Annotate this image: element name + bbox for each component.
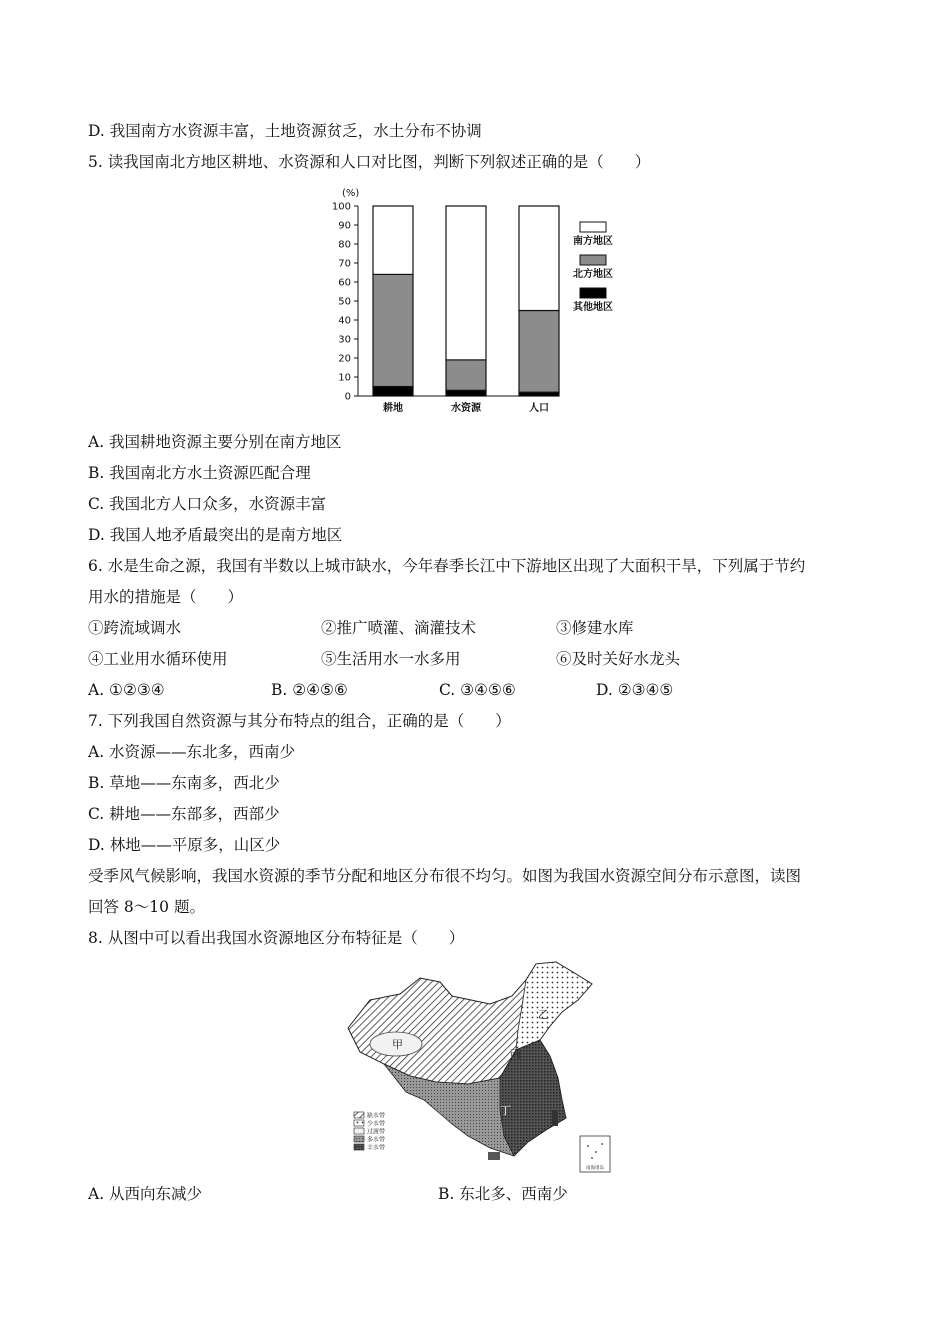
q5-option-a[interactable]: A. 我国耕地资源主要分别在南方地区 [88,433,342,451]
china-water-resources-map [340,960,620,1176]
q8-stem: 8. 从图中可以看出我国水资源地区分布特征是（ ） [88,929,465,947]
y-unit-label: (%) [342,188,360,199]
y-tick-label: 80 [338,239,351,251]
bar-segment [519,311,559,393]
q7-option-d[interactable]: D. 林地——平原多，山区少 [88,836,281,854]
q6-measure-1: ①跨流域调水 [88,619,182,637]
region-label-jia: 甲 [392,1038,403,1051]
q6-option-b[interactable]: B. ②④⑤⑥ [271,681,348,699]
legend-swatch-rich [354,1144,364,1150]
region-label-ding: 丁 [500,1104,511,1117]
q6-measure-6: ⑥及时关好水龙头 [556,650,681,668]
y-tick-label: 50 [338,296,351,308]
legend-swatch [580,222,606,232]
legend-label-rich: 丰水带 [367,1144,386,1152]
q7-option-b[interactable]: B. 草地——东南多，西北少 [88,774,280,792]
y-tick-label: 20 [338,353,351,365]
category-label: 水资源 [451,403,481,414]
q8-option-a[interactable]: A. 从西向东减少 [88,1185,203,1203]
q5-stem: 5. 读我国南北方地区耕地、水资源和人口对比图，判断下列叙述正确的是（ ） [88,153,651,171]
legend-label: 北方地区 [573,269,613,280]
q6-option-a[interactable]: A. ①②③④ [88,681,165,699]
q7-option-a[interactable]: A. 水资源——东北多，西南少 [88,743,296,761]
q4-option-d: D. 我国南方水资源丰富，土地资源贫乏，水土分布不协调 [88,122,482,140]
legend-label: 南方地区 [573,236,613,247]
inset-label: 南海诸岛 [586,1166,604,1171]
bar-segment [373,387,413,397]
y-tick-label: 0 [344,391,351,403]
q7-option-c[interactable]: C. 耕地——东部多，西部少 [88,805,280,823]
q6-option-d[interactable]: D. ②③④⑤ [596,681,674,699]
y-tick-label: 70 [338,258,351,270]
region-label-yi: 乙 [538,1008,549,1021]
bar-segment [373,206,413,274]
legend-label: 其他地区 [573,302,613,313]
y-tick-label: 10 [338,372,351,384]
region-label-bing: 丙 [510,1048,521,1061]
y-tick-label: 30 [338,334,351,346]
q5-option-b[interactable]: B. 我国南北方水土资源匹配合理 [88,464,311,482]
q6-option-c[interactable]: C. ③④⑤⑥ [439,681,516,699]
intro-line1: 受季风气候影响，我国水资源的季节分配和地区分布很不均匀。如图为我国水资源空间分布示意图，读图 [88,867,802,885]
legend-swatch-shortage [354,1112,364,1118]
map-legend [354,1112,385,1152]
q7-stem: 7. 下列我国自然资源与其分布特点的组合，正确的是（ ） [88,712,511,730]
legend-swatch-abundant [354,1136,364,1142]
legend-label-low: 少水带 [367,1120,386,1128]
q5-option-c[interactable]: C. 我国北方人口众多，水资源丰富 [88,495,327,513]
intro-line2: 回答 8～10 题。 [88,898,205,916]
q6-measure-5: ⑤生活用水一水多用 [321,650,461,668]
category-label: 人口 [529,403,549,414]
bar-segment [446,390,486,396]
legend-swatch-transition [354,1128,364,1134]
legend-label-abundant: 多水带 [367,1136,386,1144]
bar-segment [446,360,486,390]
stacked-bar-chart [322,184,632,420]
legend-swatch-low [354,1120,364,1126]
q6-measure-4: ④工业用水循环使用 [88,650,228,668]
bar-segment [519,206,559,311]
q6-stem-line2: 用水的措施是（ ） [88,588,244,606]
bar-segment [373,274,413,386]
category-label: 耕地 [383,403,403,414]
legend-swatch [580,288,606,298]
q6-stem-line1: 6. 水是生命之源，我国有半数以上城市缺水，今年春季长江中下游地区出现了大面积干旱，下列属于节约 [88,557,806,575]
y-tick-label: 40 [338,315,351,327]
q6-measure-2: ②推广喷灌、滴灌技术 [321,619,477,637]
legend-swatch [580,255,606,265]
q6-measure-3: ③修建水库 [556,619,634,637]
q5-option-d[interactable]: D. 我国人地矛盾最突出的是南方地区 [88,526,343,544]
y-tick-label: 60 [338,277,351,289]
bar-segment [446,206,486,360]
legend-label-shortage: 缺水带 [367,1112,386,1120]
q8-option-b[interactable]: B. 东北多、西南少 [438,1185,568,1203]
y-tick-label: 90 [338,220,351,232]
y-tick-label: 100 [331,201,351,213]
legend-label-transition: 过渡带 [367,1128,386,1136]
